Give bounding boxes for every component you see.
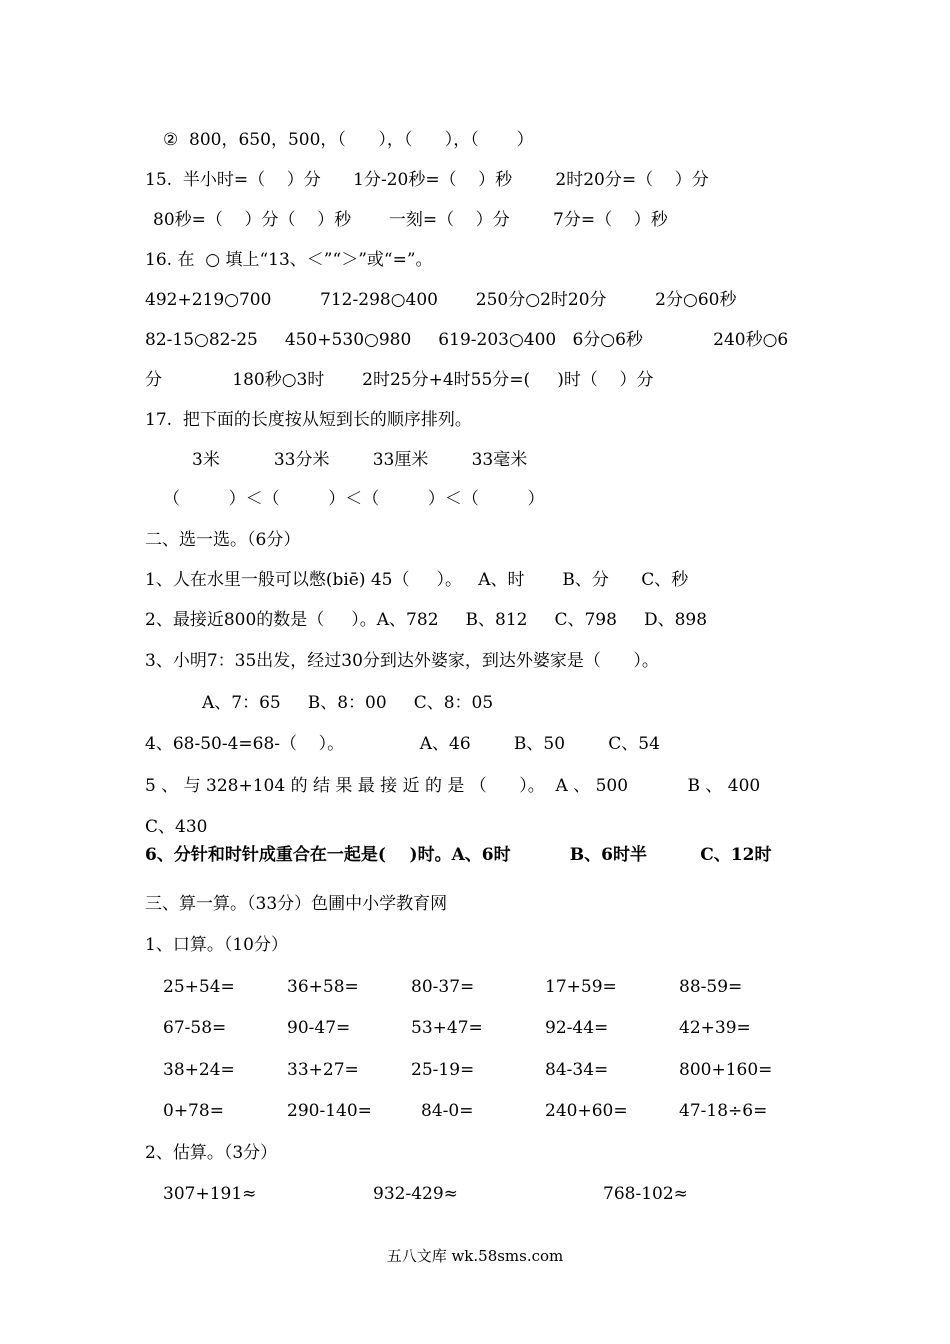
oral-item: 33+27= <box>287 1060 359 1080</box>
oral-item: 25+54= <box>163 977 235 997</box>
oral-item: 800+160= <box>679 1060 773 1080</box>
oral-item: 38+24= <box>163 1060 235 1080</box>
mc-q5-option-c: C、430 <box>145 817 208 837</box>
oral-item: 42+39= <box>679 1018 751 1038</box>
q17-lengths: 3米 33分米 33厘米 33毫米 <box>192 450 528 470</box>
section-3-title: 三、算一算。（33分）色圃中小学教育网 <box>145 894 448 914</box>
seq-line: ② 800，650，500，（ ），（ ），（ ） <box>163 130 534 150</box>
oral-item: 84-34= <box>545 1060 609 1080</box>
oral-title: 1、口算。（10分） <box>145 935 288 955</box>
oral-item: 17+59= <box>545 977 617 997</box>
mc-q5: 5 、 与 328+104 的 结 果 最 接 近 的 是 （ ）。 A 、 500 B 、 400 <box>145 776 761 796</box>
oral-item: 84-0= <box>421 1101 474 1121</box>
mc-q1: 1、人在水里一般可以憋(biē) 45（ ）。 A、时 B、分 C、秒 <box>145 570 689 590</box>
mc-q3-options: A、7：65 B、8：00 C、8：05 <box>202 693 494 713</box>
mc-q4: 4、68-50-4=68-（ ）。 A、46 B、50 C、54 <box>145 734 660 754</box>
oral-item: 240+60= <box>545 1101 628 1121</box>
oral-item: 25-19= <box>411 1060 475 1080</box>
estimate-item: 932-429≈ <box>373 1184 458 1204</box>
oral-item: 47-18÷6= <box>679 1101 768 1121</box>
q16-row1: 492+219○700 712-298○400 250分○2时20分 2分○60秒 <box>145 290 737 310</box>
oral-item: 67-58= <box>163 1018 227 1038</box>
q16-row2: 82-15○82-25 450+530○980 619-203○400 6分○6秒 240秒○6 <box>145 330 789 350</box>
oral-item: 88-59= <box>679 977 743 997</box>
oral-item: 36+58= <box>287 977 359 997</box>
oral-item: 290-140= <box>287 1101 372 1121</box>
oral-item: 0+78= <box>163 1101 224 1121</box>
oral-item: 80-37= <box>411 977 475 997</box>
mc-q2: 2、最接近800的数是（ ）。A、782 B、812 C、798 D、898 <box>145 610 708 630</box>
q15-line2: 80秒=（ ）分（ ）秒 一刻=（ ）分 7分=（ ）秒 <box>153 210 668 230</box>
section-2-title: 二、选一选。（6分） <box>145 530 301 550</box>
q15-line1: 15. 半小时=（ ）分 1分-20秒=（ ）秒 2时20分=（ ）分 <box>145 170 709 190</box>
q17-blanks: （ ）＜（ ）＜（ ）＜（ ） <box>163 489 545 509</box>
mc-q3: 3、小明7：35出发，经过30分到达外婆家，到达外婆家是（ ）。 <box>145 651 659 671</box>
q16-row3: 分 180秒○3时 2时25分+4时55分=( )时（ ）分 <box>145 370 654 390</box>
oral-item: 92-44= <box>545 1018 609 1038</box>
oral-item: 90-47= <box>287 1018 351 1038</box>
q17-title: 17. 把下面的长度按从短到长的顺序排列。 <box>145 410 472 430</box>
estimate-item: 768-102≈ <box>603 1184 688 1204</box>
estimate-title: 2、估算。（3分） <box>145 1143 278 1163</box>
q16-title: 16. 在 ○ 填上“13、＜”“＞”或“=”。 <box>145 250 433 270</box>
oral-item: 53+47= <box>411 1018 483 1038</box>
footer-watermark: 五八文库 wk.58sms.com <box>386 1247 564 1265</box>
estimate-item: 307+191≈ <box>163 1184 257 1204</box>
mc-q6: 6、分针和时针成重合在一起是( )时。A、6时 B、6时半 C、12时 <box>145 845 772 865</box>
